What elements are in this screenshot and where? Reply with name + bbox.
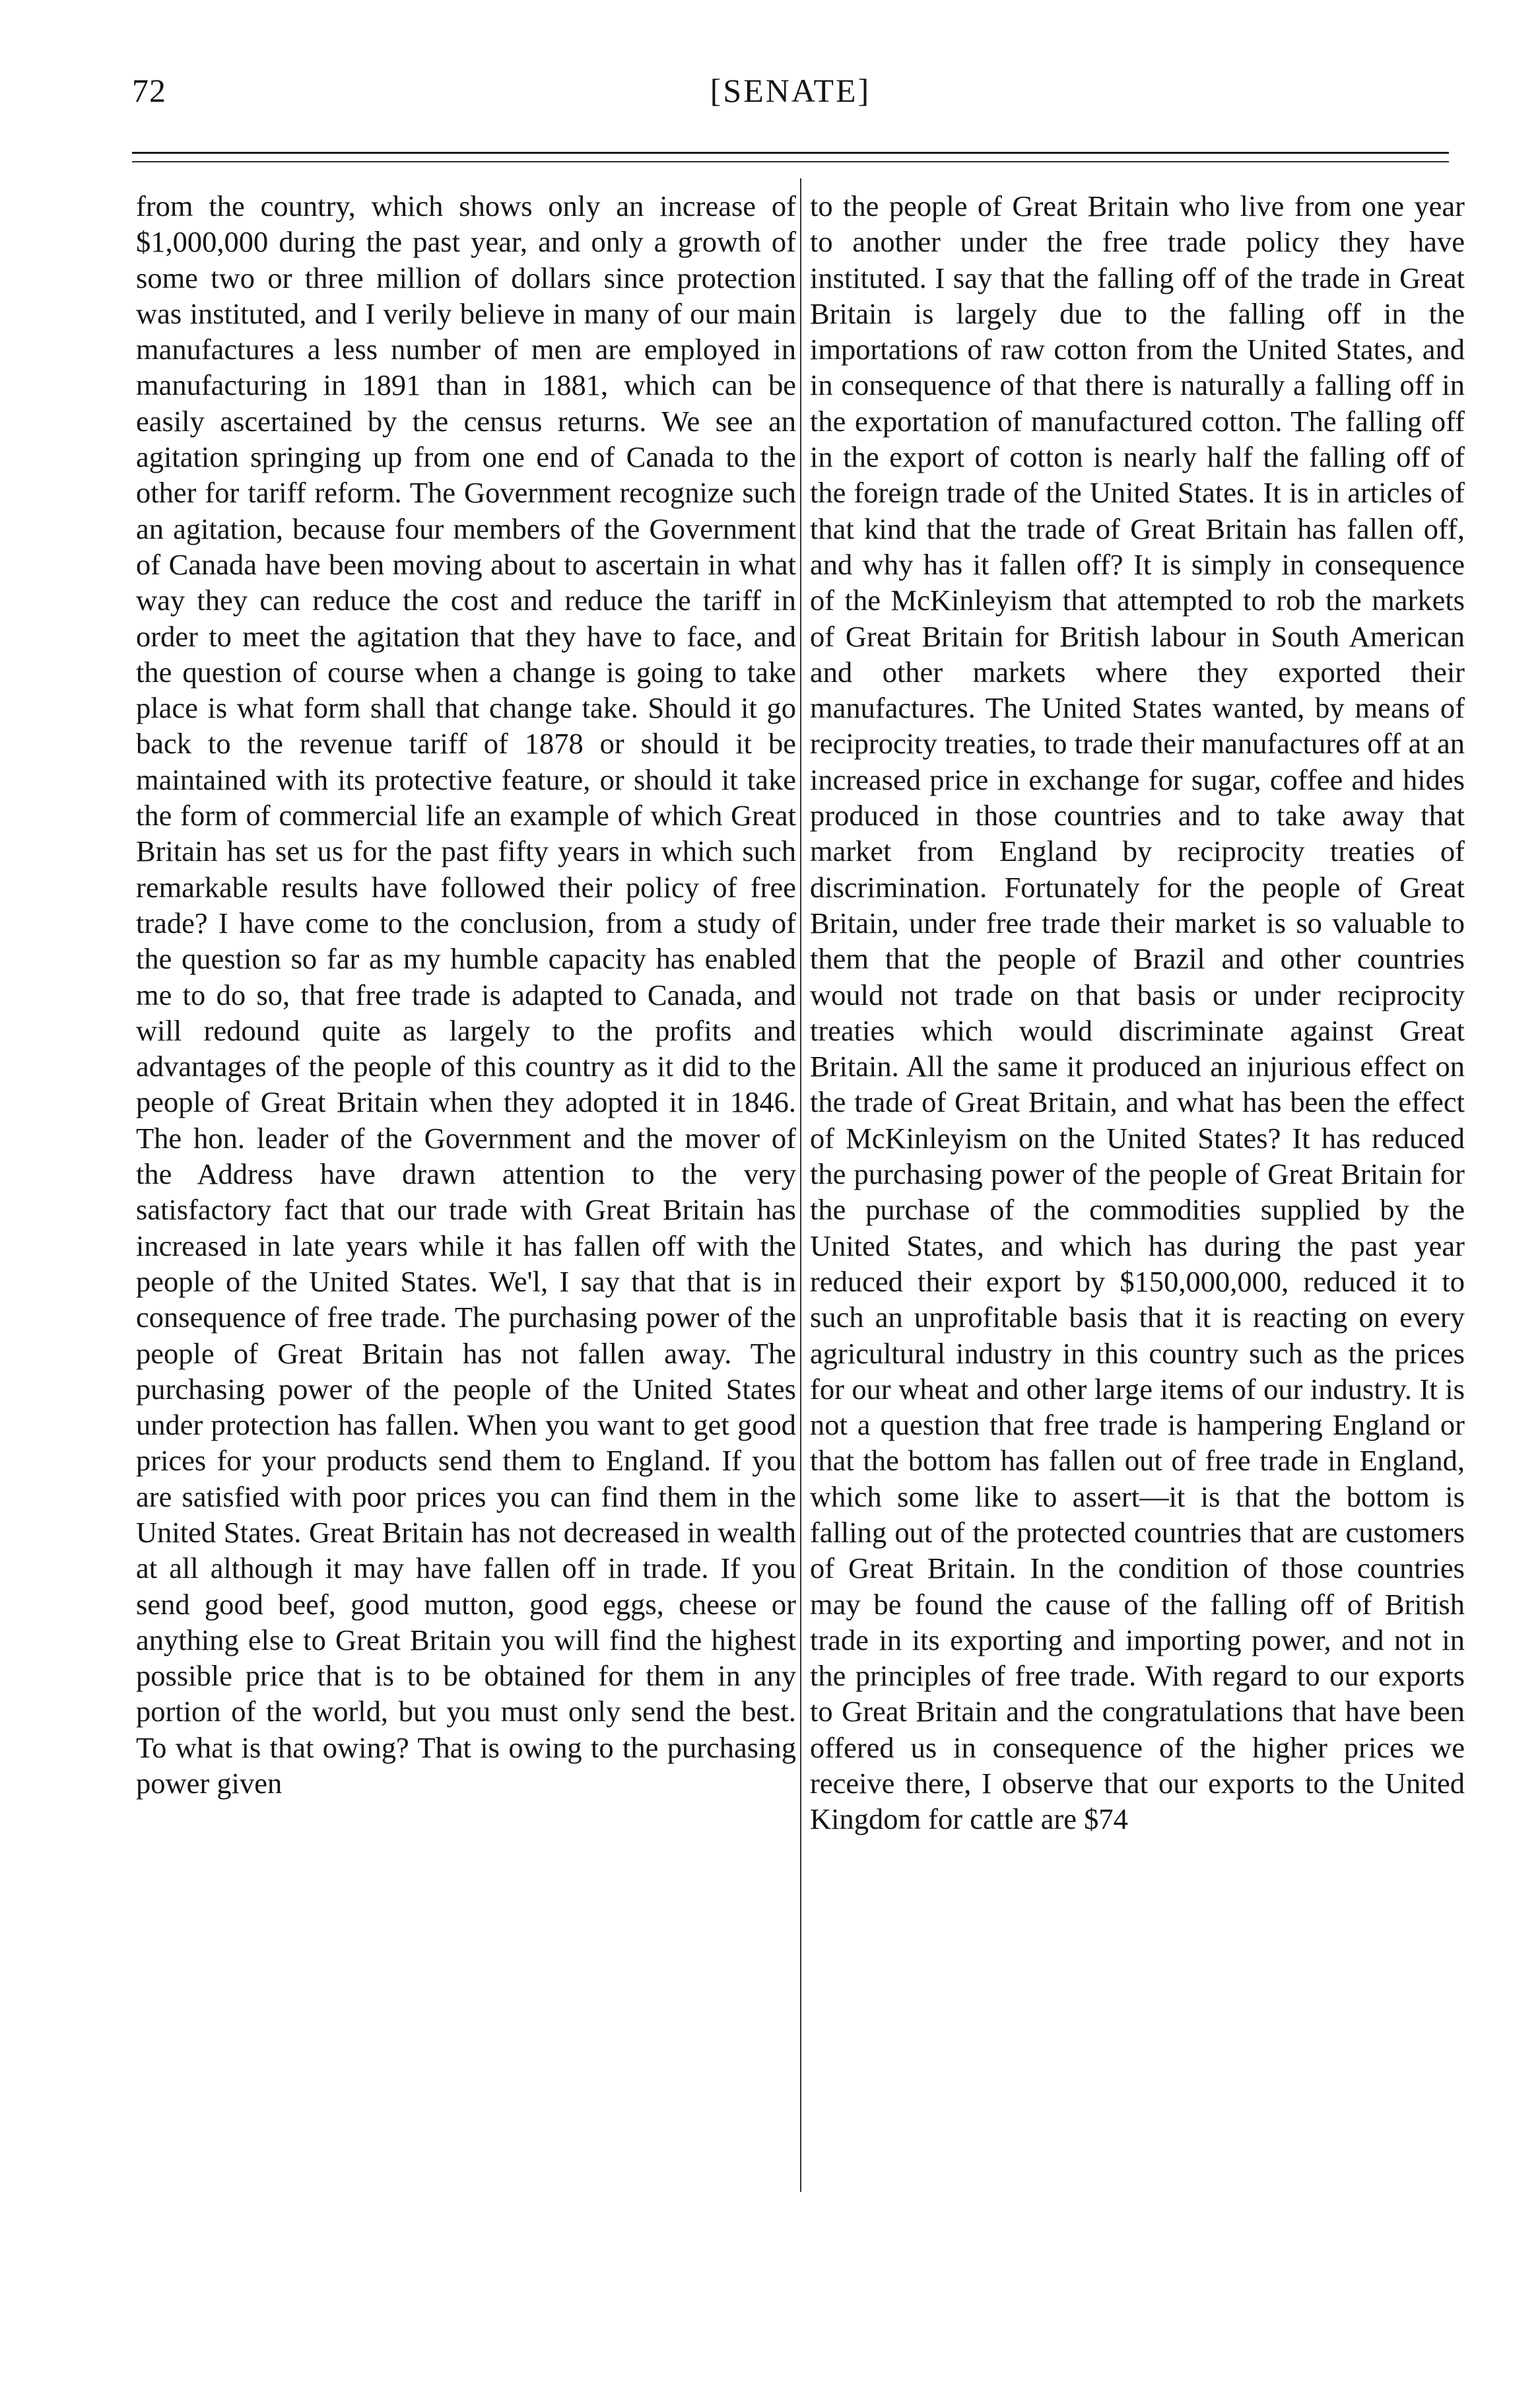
left-column [136, 188, 796, 1801]
right-column [810, 188, 1465, 1837]
left-column-text: from the country, which shows only an increase of $1,000,000 during the past year, and only a growth of some two or three million of dollars since protection was instituted, and I verily believe in many of our main manufactures a less number of men are employed in manufacturing in 1891 than in 1881, which can be easily ascertained by the census returns. We see an agitation springing up from one end of Canada to the other for tariff reform. The Government recognize such an agitation, because four members of the Government of Canada have been moving about to ascertain in what way they can reduce the cost and reduce the tariff in order to meet the agitation that they have to face, and the question of course when a change is going to take place is what form shall that change take. Should it go back to the revenue tariff of 1878 or should it be maintained with its protective feature, or should it take the form of commercial life an example of which Great Britain has set us for the past fifty years in which such remarkable results have followed their policy of free trade? I have come to the conclusion, from a study of the question so far as my humble capacity has enabled me to do so, that free trade is adapted to Canada, and will redound quite as largely to the profits and advantages of the people of this country as it did to the people of Great Britain when they adopted it in 1846. The hon. leader of the Government and the mover of the Address have drawn attention to the very satisfactory fact that our trade with Great Britain has increased in late years while it has fallen off with the people of the United States. We'l, I say that that is in consequence of free trade. The purchasing power of the people of Great Britain has not fallen away. The purchasing power of the people of the United States under protection has fallen. When you want to get good prices for your products send them to England. If you are satisfied with poor prices you can find them in the United States. Great Britain has not decreased in wealth at all although it may have fallen off in trade. If you send good beef, good mutton, good eggs, cheese or anything else to Great Britain you will find the highest possible price that is to be obtained for them in any portion of the world, but you must only send the best. To what is that owing? That is owing to the purchasing power given [136, 189, 796, 1800]
right-column-text: to the people of Great Britain who live from one year to another under the free trade policy they have instituted. I say that the falling off of the trade in Great Britain is largely due to the falling off in the importations of raw cotton from the United States, and in consequence of that there is naturally a falling off in the exportation of manufactured cotton. The falling off in the export of cotton is nearly half the falling off of the foreign trade of the United States. It is in articles of that kind that the trade of Great Britain has fallen off, and why has it fallen off? It is simply in consequence of the McKinleyism that attempted to rob the markets of Great Britain for British labour in South American and other markets where they exported their manufactures. The United States wanted, by means of reciprocity treaties, to trade their manufactures off at an increased price in exchange for sugar, coffee and hides produced in those countries and to take away that market from England by reciprocity treaties of discrimination. Fortunately for the people of Great Britain, under free trade their market is so valuable to them that the people of Brazil and other countries would not trade on that basis or under reciprocity treaties which would discriminate against Great Britain. All the same it produced an injurious effect on the trade of Great Britain, and what has been the effect of McKinleyism on the United States? It has reduced the purchasing power of the people of Great Britain for the purchase of the commodities supplied by the United States, and which has during the past year reduced their export by $150,000,000, reduced it to such an unprofitable basis that it is reacting on every agricultural industry in this country such as the prices for our wheat and other large items of our industry. It is not a question that free trade is hampering England or that the bottom has fallen out of free trade in England, which some like to assert—it is that the bottom is falling out of the protected countries that are customers of Great Britain. In the condition of those countries may be found the cause of the falling off of British trade in its exporting and importing power, and not in the principles of free trade. With regard to our exports to Great Britain and the congratulations that have been offered us in consequence of the higher prices we receive there, I observe that our exports to the United Kingdom for cattle are $74 [810, 189, 1465, 1836]
header-rule [132, 152, 1449, 154]
page-number: 72 [132, 72, 166, 109]
header-rule-secondary [132, 161, 1449, 162]
column-divider [800, 178, 801, 2192]
running-head: [SENATE] [710, 72, 871, 109]
page-header [132, 71, 1449, 118]
